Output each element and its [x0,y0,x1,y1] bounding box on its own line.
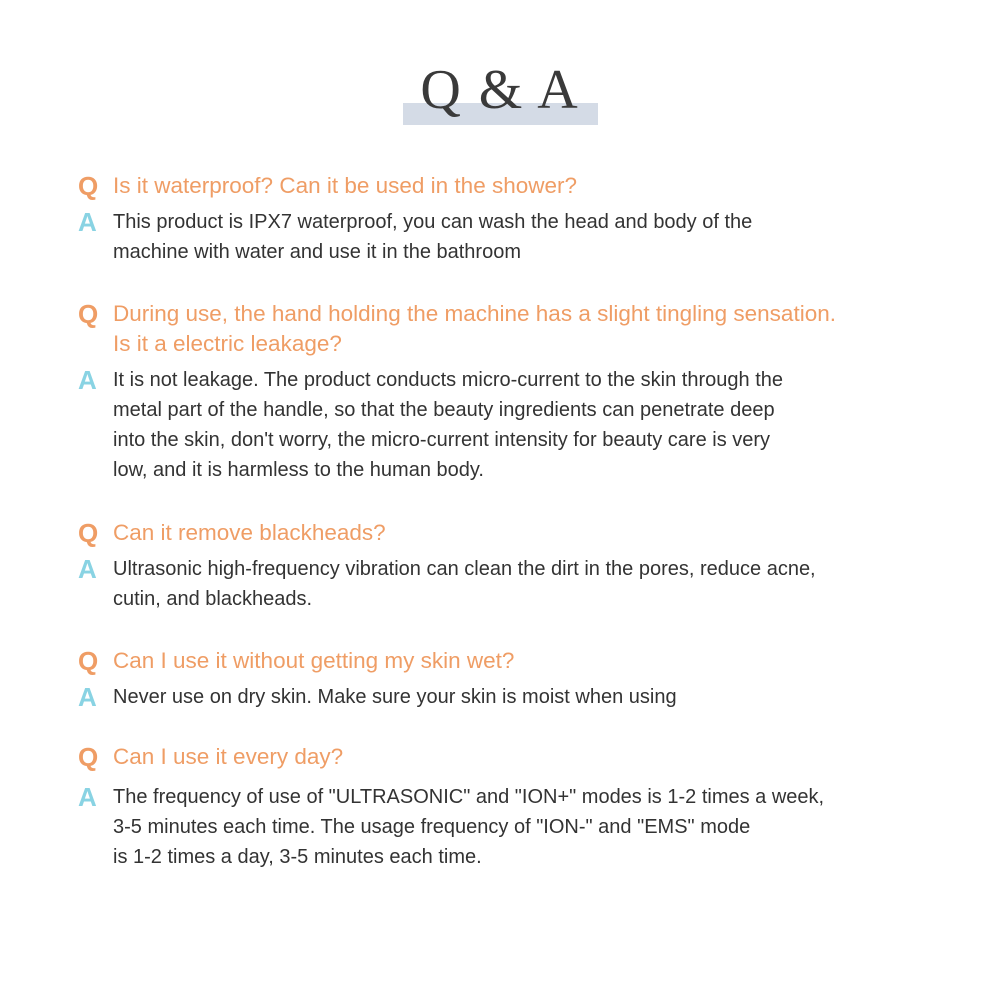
question-row [78,171,938,201]
question-text: Can I use it every day? [113,744,344,769]
qa-item [78,299,938,485]
question-row [78,646,938,676]
question-marker: Q [78,646,99,676]
answer-row [78,682,938,712]
answer-row [78,365,938,485]
question-marker: Q [78,171,99,201]
answer-marker: A [78,365,97,395]
title-block [0,58,1000,138]
question-text: Can I use it without getting my skin wet? [113,648,515,673]
answer-text: It is not leakage. The product conducts micro-current to the skin through the metal part of the handle, so that the beauty ingredients can penetrate deep into the skin, don't worry, the micro-current intensity for beauty care is very low, and it is harmless to the human body. [113,369,783,481]
answer-text: The frequency of use of "ULTRASONIC" and "ION+" modes is 1-2 times a week, 3-5 minutes each time. The usage frequency of "ION-" and "EMS" mode is 1-2 times a day, 3-5 minutes each time. [113,786,825,868]
answer-marker: A [78,682,97,712]
question-marker: Q [78,299,99,329]
question-text: Can it remove blackheads? [113,520,386,545]
qa-item [78,742,938,872]
qa-item [78,518,938,614]
page-title: Q & A [420,59,580,121]
answer-row [78,207,938,267]
answer-row [78,554,938,614]
answer-marker: A [78,782,97,812]
answer-text: Ultrasonic high-frequency vibration can clean the dirt in the pores, reduce acne, cutin, and blackheads. [113,558,816,610]
qa-item [78,646,938,712]
question-text: During use, the hand holding the machine has a slight tingling sensation. Is it a electric leakage? [113,301,836,356]
answer-text: This product is IPX7 waterproof, you can wash the head and body of the machine with water and use it in the bathroom [113,211,753,263]
answer-marker: A [78,207,97,237]
qa-item [78,171,938,267]
answer-marker: A [78,554,97,584]
question-row [78,518,938,548]
question-row [78,742,938,772]
question-text: Is it waterproof? Can it be used in the shower? [113,173,578,198]
question-row [78,299,938,359]
answer-text: Never use on dry skin. Make sure your skin is moist when using [113,686,677,708]
question-marker: Q [78,742,99,772]
answer-row [78,782,938,872]
question-marker: Q [78,518,99,548]
